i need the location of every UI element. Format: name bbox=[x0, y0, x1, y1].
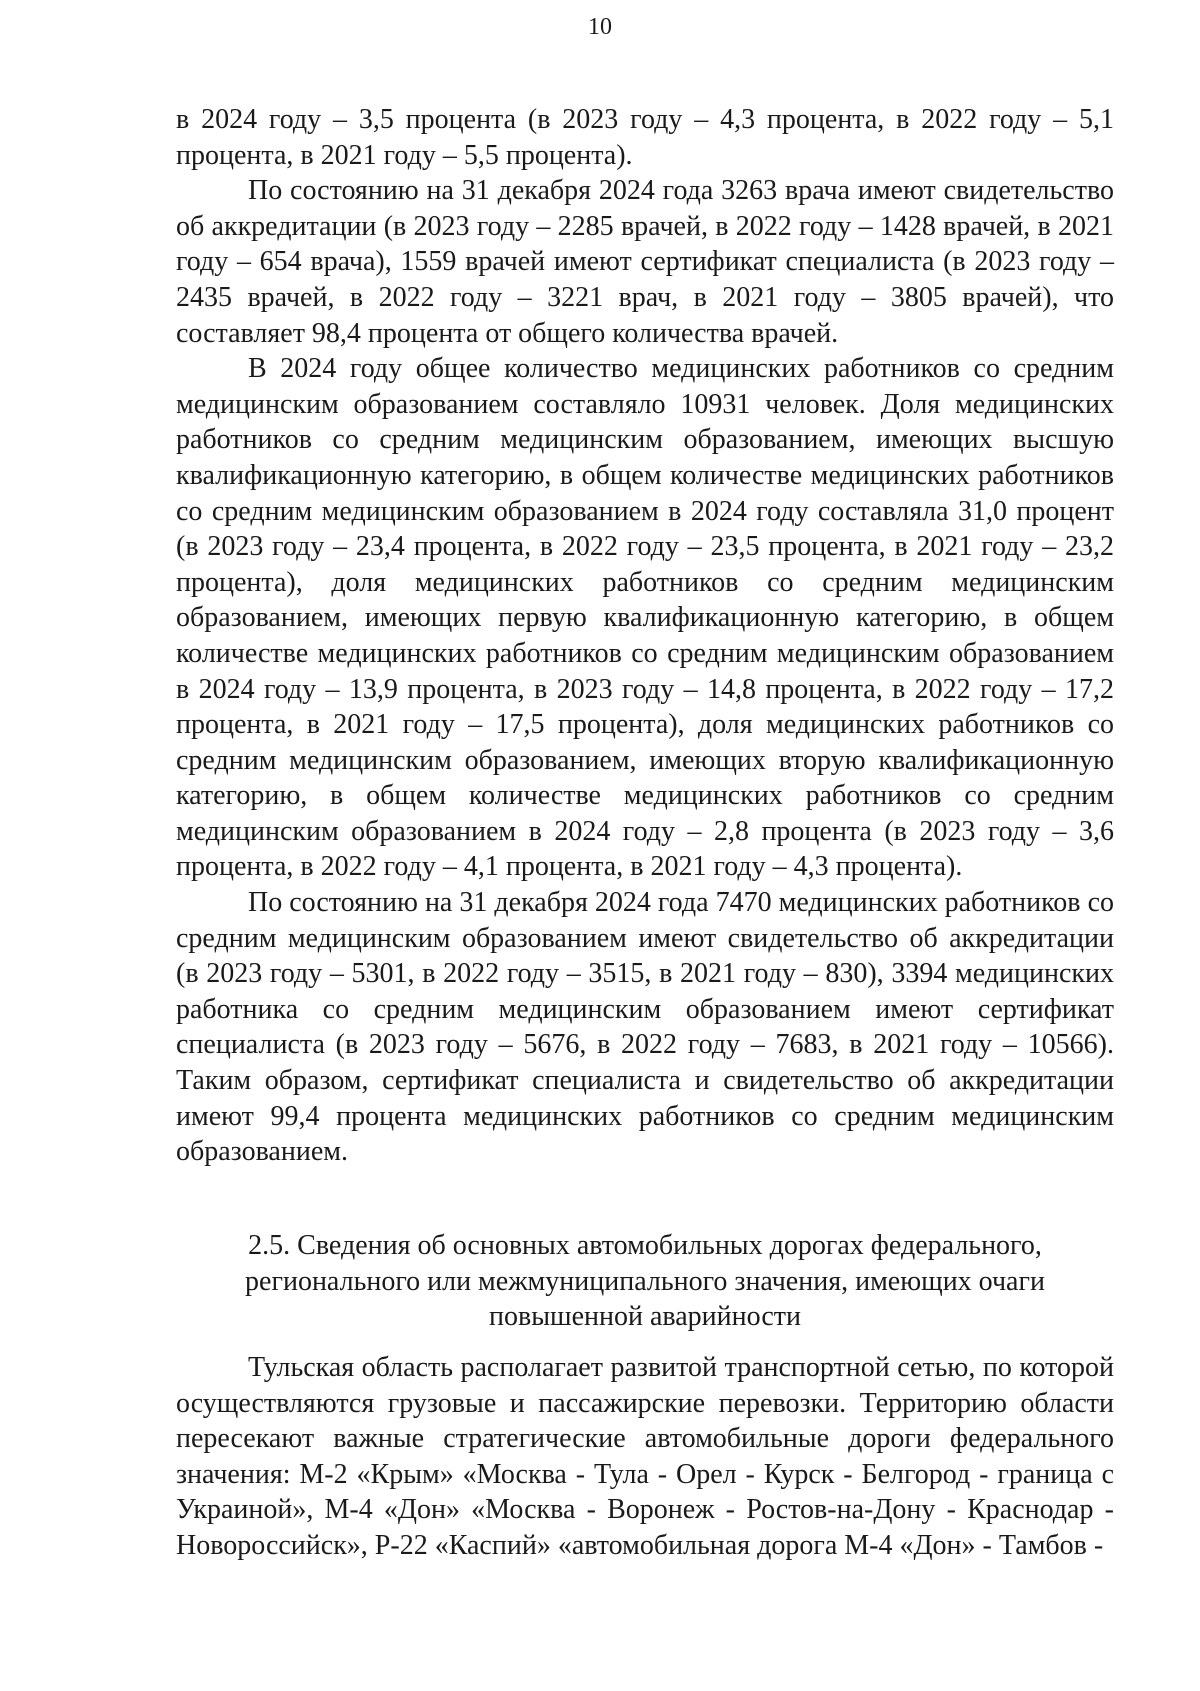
paragraph-nurses-qualification: В 2024 году общее количество медицинских работников со средним медицинским образованием составляло 10931 человек. Доля медицинских работников со средним медицинским образованием, имеющих высшую квалификационную категорию, в общем количестве медицинских работников со средним медицинским образованием в 2024 году составляла 31,0 процент (в 2023 году – 23,4 процента, в 2022 году – 23,5 процента, в 2021 году – 23,2 процента), доля медицинских работников со средним медицинским образованием, имеющих первую квалификационную категорию, в общем количестве медицинских работников со средним медицинским образованием в 2024 году – 13,9 процента, в 2023 году – 14,8 процента, в 2022 году – 17,2 процента, в 2021 году – 17,5 процента), доля медицинских работников со средним медицинским образованием, имеющих вторую квалификационную категорию, в общем количестве медицинских работников со средним медицинским образованием в 2024 году – 2,8 процента (в 2023 году – 3,6 процента, в 2022 году – 4,1 процента, в 2021 году – 4,3 процента). bbox=[176, 353, 1114, 883]
paragraph-transport-network: Тульская область располагает развитой транспортной сетью, по которой осуществляются грузовые и пассажирские перевозки. Территорию области пересекают важные стратегические автомобильные дороги федерального значения: М-2 «Крым» «Москва - Тула - Орел - Курск - Белгород - граница с Украиной», М-4 «Дон» «Москва - Воронеж - Ростов-на-Дону - Краснодар - Новороссийск», Р-22 «Каспий» «автомобильная дорога М-4 «Дон» - Тамбов - bbox=[176, 1352, 1114, 1561]
paragraph-doctors-accreditation: По состоянию на 31 декабря 2024 года 3263 врача имеют свидетельство об аккредитации (в 2023 году – 2285 врачей, в 2022 году – 1428 врачей, в 2021 году – 654 врача), 1559 врачей имеют сертификат специалиста (в 2023 году – 2435 врачей, в 2022 году – 3221 врач, в 2021 году – 3805 врачей), что составляет 98,4 процента от общего количества врачей. bbox=[176, 175, 1114, 349]
body-text-top bbox=[176, 102, 1114, 1170]
paragraph-nurses-accreditation: По состоянию на 31 декабря 2024 года 7470 медицинских работников со средним медицинским образованием имеют свидетельство об аккредитации (в 2023 году – 5301, в 2022 году – 3515, в 2021 году – 830), 3394 медицинских работника со средним медицинским образованием имеют сертификат специалиста (в 2023 году – 5676, в 2022 году – 7683, в 2021 году – 10566). Таким образом, сертификат специалиста и свидетельство об аккредитации имеют 99,4 процента медицинских работников со средним медицинским образованием. bbox=[176, 887, 1114, 1168]
section-heading-line-2: регионального или межмуниципального значения, имеющих очаги bbox=[245, 1265, 1045, 1297]
section-heading-line-1: 2.5. Сведения об основных автомобильных дорогах федерального, bbox=[248, 1230, 1042, 1261]
section-heading-line-3: повышенной аварийности bbox=[489, 1301, 801, 1333]
paragraph-continuation: в 2024 году – 3,5 процента (в 2023 году – 4,3 процента, в 2022 году – 5,1 процента, в 2021 году – 5,5 процента). bbox=[176, 104, 1114, 171]
page-number: 10 bbox=[588, 14, 612, 40]
section-heading bbox=[176, 1228, 1114, 1335]
body-text-bottom bbox=[176, 1350, 1114, 1564]
